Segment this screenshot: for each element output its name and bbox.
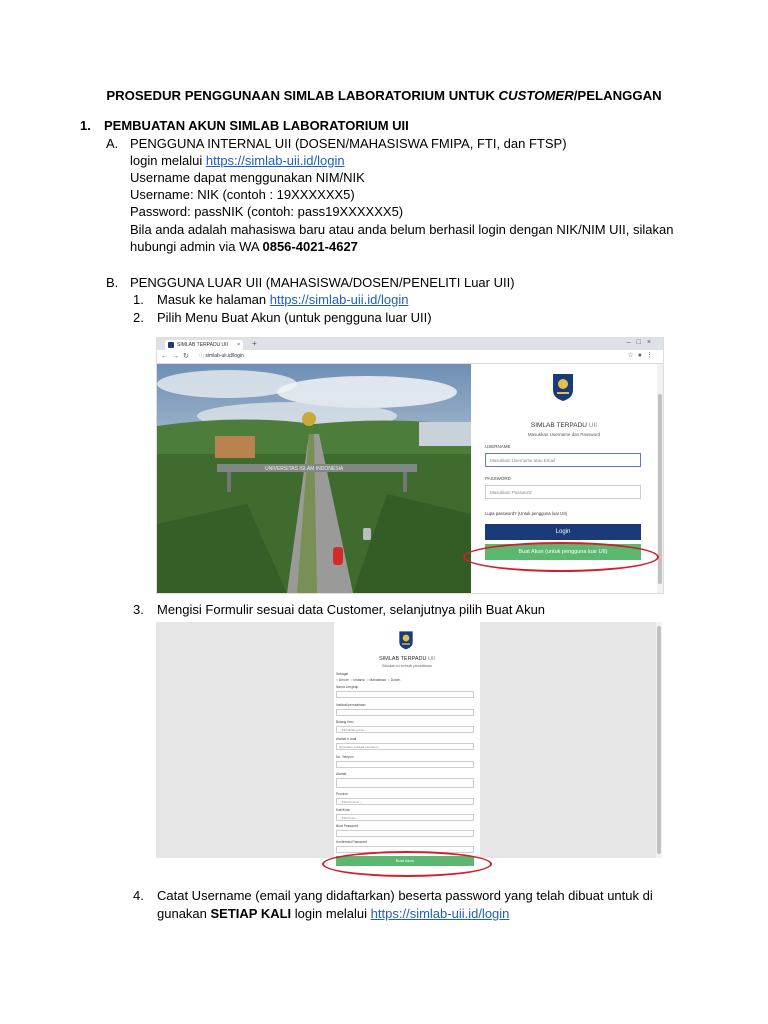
field-label: Nama Lengkap: [336, 685, 359, 689]
login-instruction: login melalui https://simlab-uii.id/login: [130, 153, 345, 168]
gate-text: UNIVERSITAS ISLAM INDONESIA: [265, 466, 344, 472]
step-4-text: Catat Username (email yang didaftarkan) beserta password yang telah dibuat untuk di: [157, 888, 653, 903]
field-label: Alamat: [336, 772, 347, 776]
step-3-text: Mengisi Formulir sesuai data Customer, selanjutnya pilih Buat Akun: [157, 602, 546, 617]
highlight-circle: [322, 851, 492, 877]
status-options[interactable]: [336, 678, 400, 682]
uii-logo-icon: [398, 630, 414, 650]
section-a-title: PENGGUNA INTERNAL UII (DOSEN/MAHASISWA FMIPA, FTI, dan FTSP): [130, 136, 567, 151]
nav-buttons-icon[interactable]: ←→↻: [161, 353, 193, 360]
password-input[interactable]: Masukkan Password: [485, 485, 641, 499]
login-link[interactable]: https://simlab-uii.id/login: [205, 153, 345, 168]
section-a-label: A.: [106, 136, 119, 151]
field-label: Provinsi: [336, 792, 348, 796]
form-app-title: SIMLAB TERPADU UII: [378, 656, 436, 662]
field-label: Institusi/perusahaan: [336, 703, 366, 707]
step-2-text: Pilih Menu Buat Akun (untuk pengguna luar UII): [157, 310, 432, 325]
scrollbar-thumb[interactable]: [657, 626, 661, 854]
campus-photo: [157, 364, 471, 593]
address-input[interactable]: [336, 778, 474, 788]
login-link[interactable]: https://simlab-uii.id/login: [269, 292, 409, 307]
toolbar-icons[interactable]: ☆●⋮: [627, 352, 657, 359]
status-option[interactable]: ○ Dosen: [387, 678, 401, 682]
field-label: Kab/Kota: [336, 808, 350, 812]
phone-input[interactable]: [336, 761, 474, 768]
password-label: PASSWORD: [485, 476, 511, 481]
field-label: No. Telepon: [336, 755, 354, 759]
province-select[interactable]: -- Pilih Provinsi --: [336, 798, 474, 805]
uii-logo-icon: [551, 372, 575, 402]
step-3-number: 3.: [133, 602, 144, 617]
scrollbar[interactable]: [656, 622, 662, 858]
browser-tab[interactable]: [165, 340, 243, 350]
step-1-number: 1.: [133, 292, 144, 307]
field-label: Konfirmasi Password: [336, 840, 367, 844]
field-label: Bidang Ilmu: [336, 720, 354, 724]
window-controls[interactable]: –□×: [626, 339, 657, 346]
status-option[interactable]: ○ Mahasiswa: [366, 678, 386, 682]
url-field[interactable]: ⓘ simlab-uii.id/login: [199, 353, 244, 359]
new-student-note: Bila anda adalah mahasiswa baru atau anda belum berhasil login dengan NIK/NIM UII, silakan: [130, 222, 674, 237]
submit-register-button[interactable]: Buat Akun: [336, 856, 474, 866]
username-input[interactable]: Masukkan Username atau Email: [485, 453, 641, 467]
forgot-password-link[interactable]: Lupa password? (Untuk pengguna luar UII): [485, 511, 568, 516]
favicon-icon: [168, 342, 174, 348]
username-info: Username dapat menggunakan NIM/NIK: [130, 170, 365, 185]
password-example: Password: passNIK (contoh: pass19XXXXXX5): [130, 204, 404, 219]
status-option[interactable]: ○ Instansi: [350, 678, 365, 682]
step-1-text: Masuk ke halaman https://simlab-uii.id/login: [157, 292, 409, 307]
highlight-circle: [463, 542, 659, 572]
institution-input[interactable]: [336, 709, 474, 716]
field-label: Alamat e-mail: [336, 737, 357, 741]
admin-contact: hubungi admin via WA 0856-4021-4627: [130, 239, 358, 254]
registration-form: [334, 622, 480, 863]
register-button[interactable]: Buat Akun (untuk pengguna luar UII): [485, 544, 641, 560]
field-label: Buat Password: [336, 824, 359, 828]
email-input[interactable]: digunakan sebagai username: [336, 743, 474, 750]
step-4-text-cont: gunakan SETIAP KALI login melalui https://simlab-uii.id/login: [157, 906, 510, 921]
app-title: SIMLAB TERPADU UII: [530, 422, 598, 429]
status-label: Sebagai: [336, 672, 349, 676]
step-4-number: 4.: [133, 888, 144, 903]
address-bar: [157, 350, 663, 364]
login-link[interactable]: https://simlab-uii.id/login: [370, 906, 510, 921]
password-input[interactable]: [336, 830, 474, 837]
login-subtitle: Masukkan Username dan Password: [527, 432, 601, 437]
section-b-label: B.: [106, 275, 119, 290]
city-select[interactable]: -- Pilih Kota --: [336, 814, 474, 821]
section-1-title: PEMBUATAN AKUN SIMLAB LABORATORIUM UII: [104, 118, 409, 133]
section-1-number: 1.: [80, 118, 91, 133]
tab-title: SIMLAB TERPADU UII: [177, 342, 228, 348]
name-input[interactable]: [336, 691, 474, 698]
login-button[interactable]: Login: [485, 524, 641, 540]
document-title: PROSEDUR PENGGUNAAN SIMLAB LABORATORIUM UNTUK CUSTOMER/PELANGGAN: [106, 88, 662, 103]
username-example: Username: NIK (contoh : 19XXXXXX5): [130, 187, 355, 202]
whatsapp-number: 0856-4021-4627: [262, 239, 358, 254]
status-option[interactable]: ○ Umum: [336, 678, 349, 682]
registration-form-screenshot: [156, 622, 662, 863]
form-subtitle: Silahkan isi formulir pendaftaran: [382, 664, 432, 668]
username-label: USERNAME: [485, 444, 511, 449]
browser-tab-bar: [157, 338, 663, 350]
field-select[interactable]: -- Pilih Bidang Ilmu --: [336, 726, 474, 733]
login-page-screenshot: [156, 337, 664, 594]
close-icon[interactable]: ×: [237, 342, 240, 348]
step-2-number: 2.: [133, 310, 144, 325]
section-b-title: PENGGUNA LUAR UII (MAHASISWA/DOSEN/PENELITI Luar UII): [130, 275, 515, 290]
new-tab-icon[interactable]: +: [252, 339, 257, 348]
